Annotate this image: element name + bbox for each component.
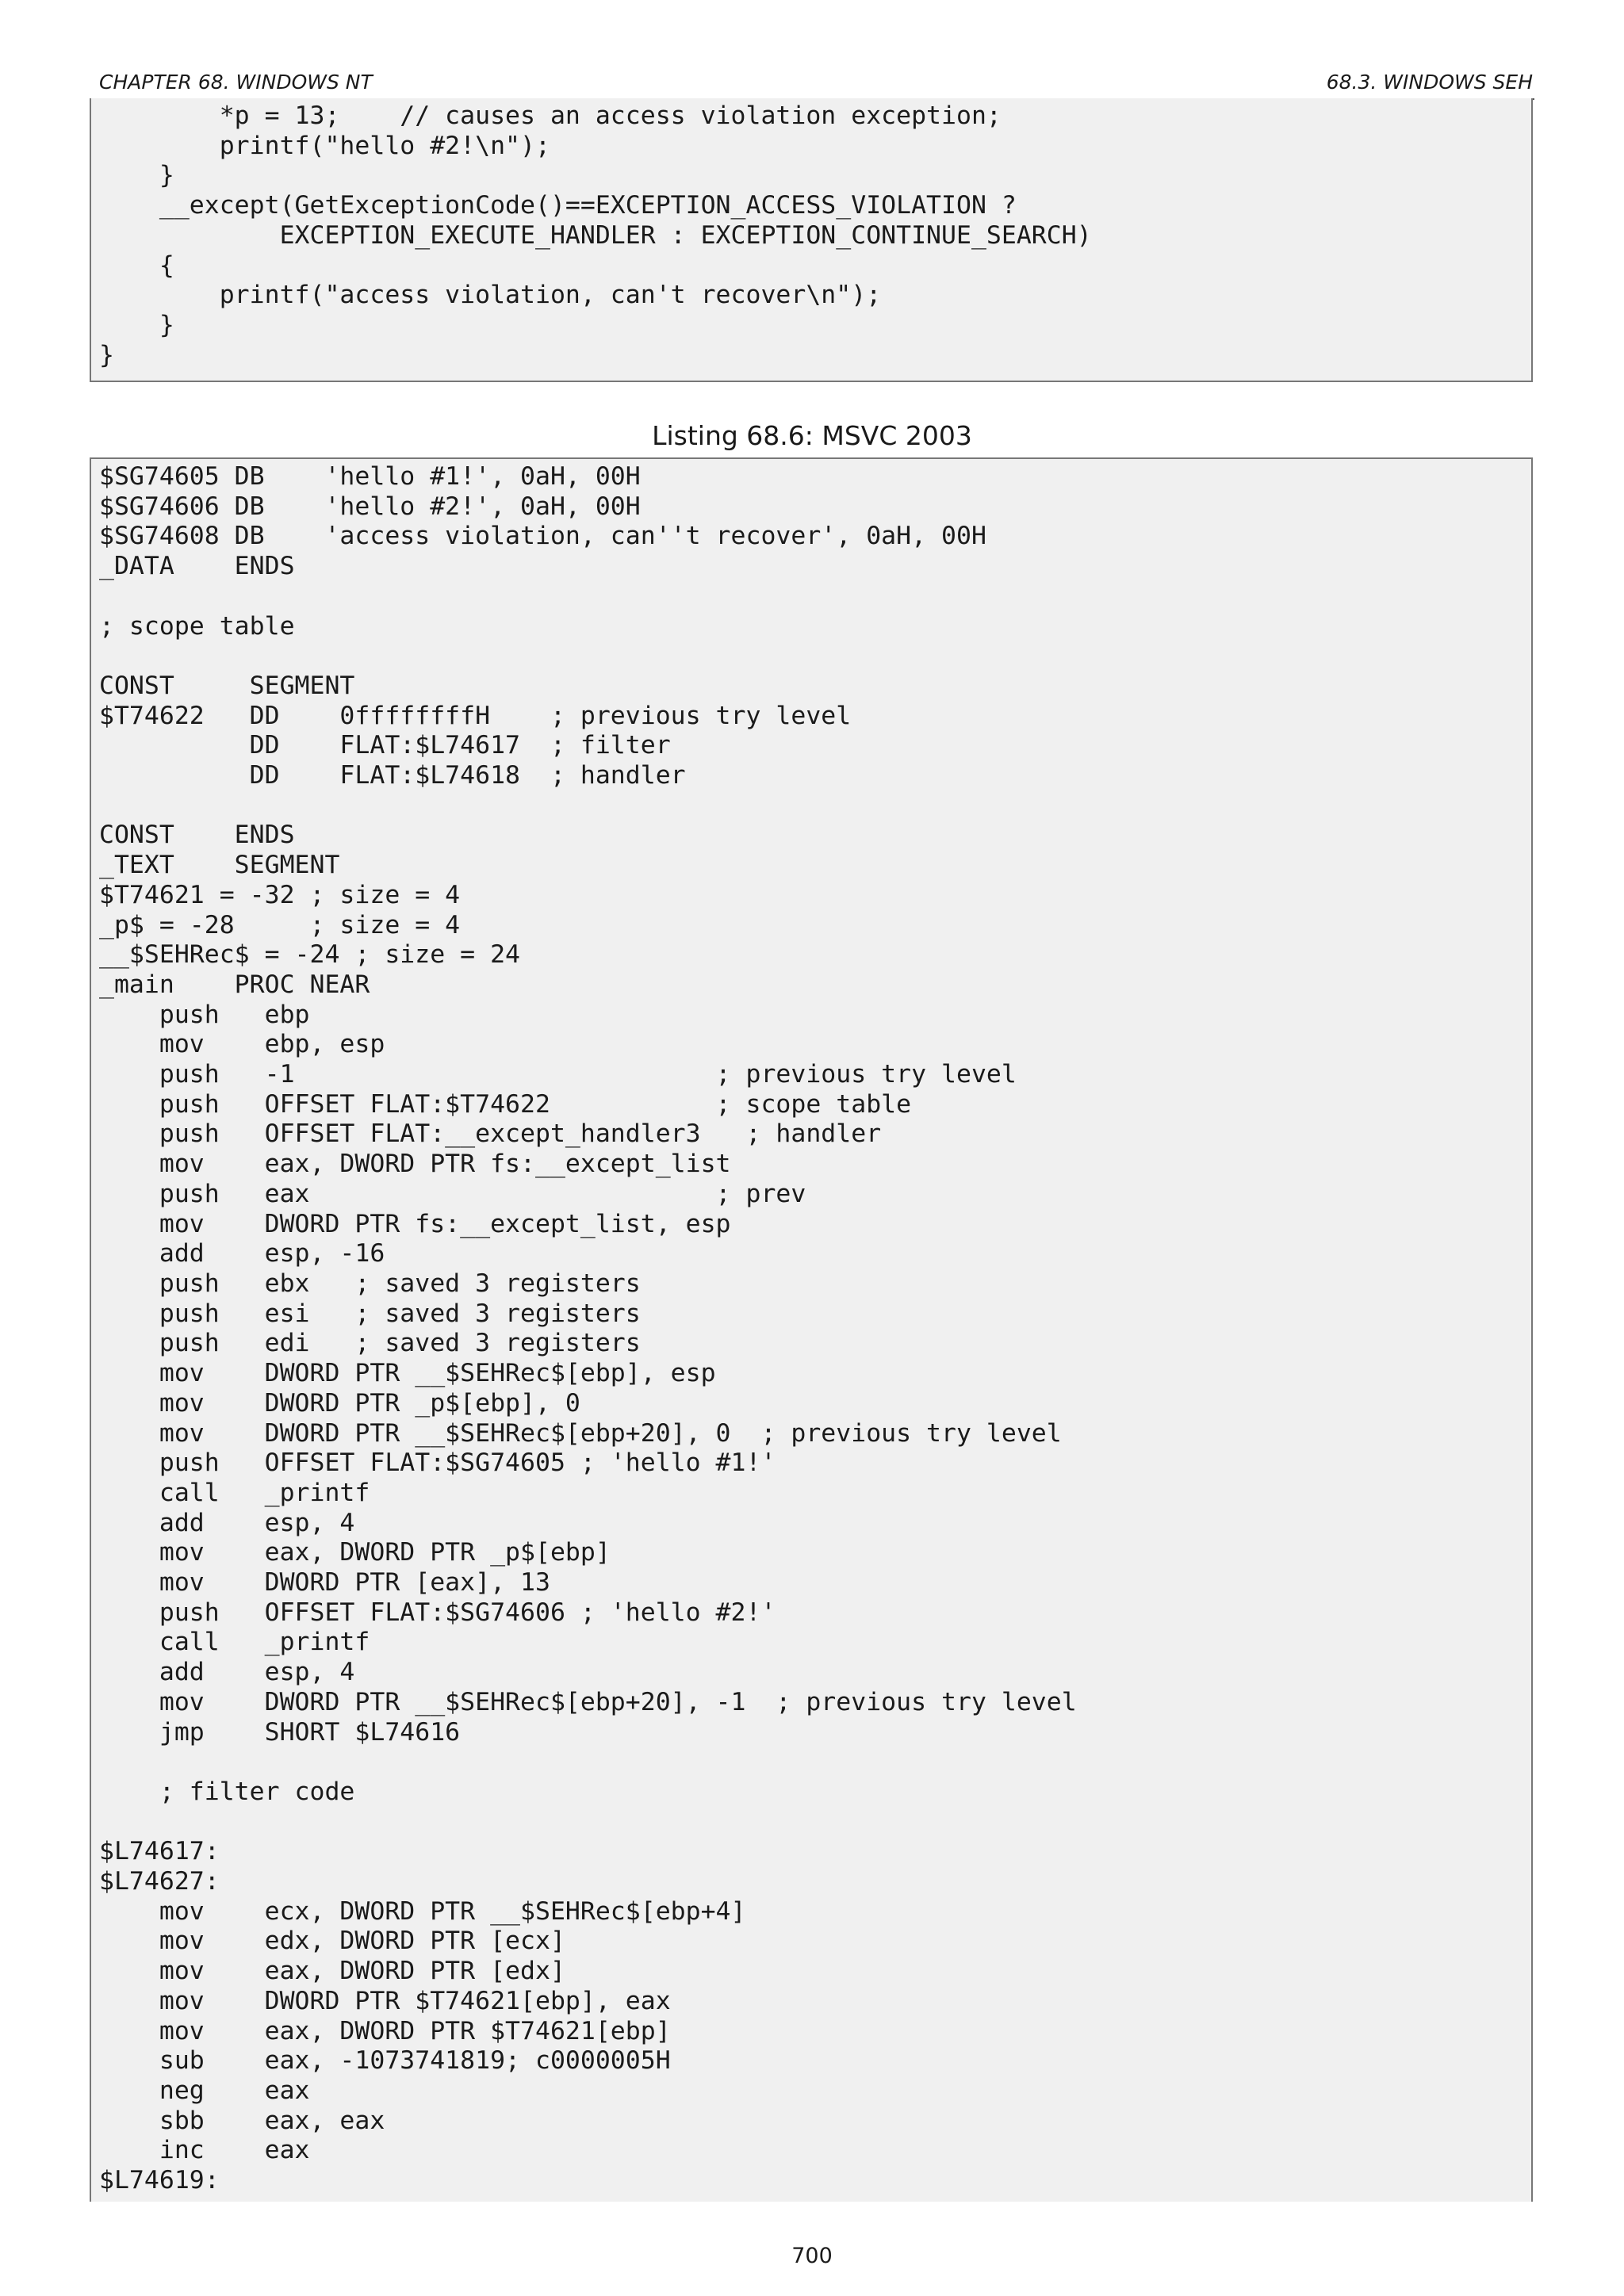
- listing-caption: Listing 68.6: MSVC 2003: [652, 420, 972, 451]
- code-listing-msvc-2003: $SG74605 DB 'hello #1!', 0aH, 00H $SG74606 DB 'hello #2!', 0aH, 00H $SG74608 DB 'access violation, can''t recover', 0aH, 00H _DATA ENDS ; scope table CONST SEGMENT $T74622 DD 0ffffffffH ; previous try level DD FLAT:$L74617 ; filter DD FLAT:$L74618 ; handler CONST ENDS _TEXT SEGMENT $T74621 = -32 ; size = 4 _p$ = -28 ; size = 4 __$SEHRec$ = -24 ; size = 24 _main PROC NEAR push ebp mov ebp, esp push -1 ; previous try level push OFFSET FLAT:$T74622 ; scope table push OFFSET FLAT:__except_handler3 ; handler mov eax, DWORD PTR fs:__except_list push eax ; prev mov DWORD PTR fs:__except_list, esp add esp, -16 push ebx ; saved 3 registers push esi ; saved 3 registers push edi ; saved 3 registers mov DWORD PTR __$SEHRec$[ebp], esp mov DWORD PTR _p$[ebp], 0 mov DWORD PTR __$SEHRec$[ebp+20], 0 ; previous try level push OFFSET FLAT:$SG74605 ; 'hello #1!' call _printf add esp, 4 mov eax, DWORD PTR _p$[ebp] mov DWORD PTR [eax], 13 push OFFSET FLAT:$SG74606 ; 'hello #2!' call _printf add esp, 4 mov DWORD PTR __$SEHRec$[ebp+20], -1 ; previous try level jmp SHORT $L74616 ; filter code $L74617: $L74627: mov ecx, DWORD PTR __$SEHRec$[ebp+4] mov edx, DWORD PTR [ecx] mov eax, DWORD PTR [edx] mov DWORD PTR $T74621[ebp], eax mov eax, DWORD PTR $T74621[ebp] sub eax, -1073741819; c0000005H neg eax sbb eax, eax inc eax $L74619:: [90, 457, 1533, 2202]
- section-title: 68.3. WINDOWS SEH: [1326, 71, 1533, 94]
- code-listing-continuation: *p = 13; // causes an access violation exception; printf("hello #2!\n"); } __except(GetExceptionCode()==EXCEPTION_ACCESS_VIOLATION ? EXCEPTION_EXECUTE_HANDLER : EXCEPTION_CONTINUE_SEARCH) { printf("access violation, can't recover\n"); } }: [90, 98, 1533, 382]
- running-header: [98, 67, 1534, 100]
- chapter-title: CHAPTER 68. WINDOWS NT: [99, 71, 373, 94]
- page-number: 700: [791, 2244, 833, 2268]
